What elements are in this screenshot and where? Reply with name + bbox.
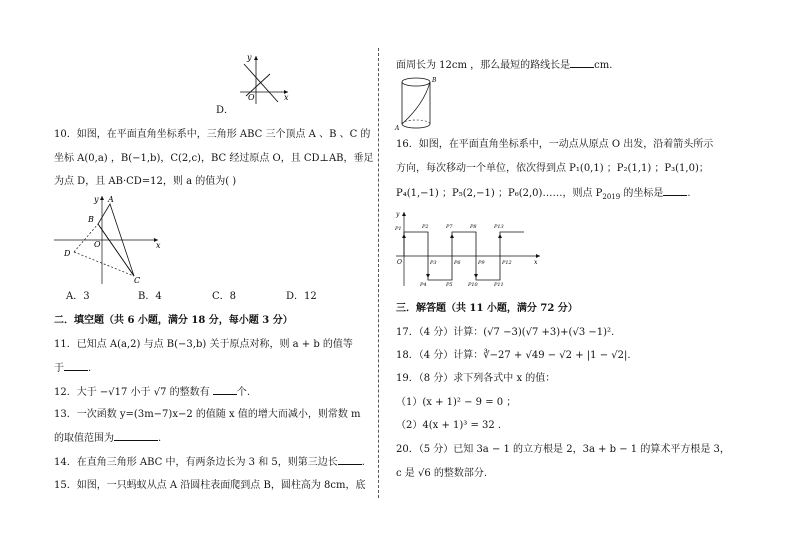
- q12-answer-blank: [213, 385, 237, 395]
- q15-line2-text: 面周长为 12cm ，那么最短的路线长是: [396, 60, 571, 71]
- right-column: [392, 0, 794, 550]
- q16-answer-blank: [663, 186, 687, 196]
- q13-answer-blank: [114, 431, 158, 441]
- spiral-path-figure: [394, 208, 544, 288]
- q10-line1: 10．如图，在平面直角坐标系中，三角形 ABC 三个顶点 A 、B 、C 的: [54, 129, 371, 140]
- q13-end: .: [158, 433, 162, 444]
- label-a: A: [108, 195, 114, 204]
- cylinder-figure: [394, 74, 442, 132]
- q14-line: [54, 455, 365, 470]
- q11-line2: [54, 361, 91, 376]
- column-divider: [378, 48, 379, 498]
- q18: 18．（4 分）计算：∛−27 + √49 − √2 + |1 − √2|.: [396, 350, 631, 361]
- q12-end: 个.: [236, 387, 251, 398]
- spiral-p8: P8: [470, 224, 477, 230]
- spiral-p10: P10: [468, 282, 478, 288]
- label-x: x: [156, 241, 161, 250]
- spiral-p4: P4: [420, 282, 427, 288]
- spiral-label-y: y: [396, 211, 400, 218]
- spiral-p1: P1: [395, 226, 402, 232]
- q11-line1: 11．已知点 A(a,2) 与点 B(−3,b) 关于原点对称，则 a + b 的值等: [54, 339, 353, 350]
- q19-part2: （2）4(x + 1)³ = 32 .: [396, 420, 502, 431]
- q14-answer-blank: [338, 455, 362, 465]
- q10-option-a: A．3: [66, 291, 90, 302]
- q10-option-b: B．4: [138, 291, 162, 302]
- q15-answer-blank: [570, 58, 594, 68]
- spiral-label-o: O: [397, 259, 402, 266]
- q12-line: [54, 385, 250, 400]
- spiral-p6: P6: [454, 260, 461, 266]
- q15-line1: 15．如图，一只蚂蚁从点 A 沿圆柱表面爬到点 B，圆柱高为 8cm，底: [54, 480, 366, 491]
- q11-line2-text: 于: [54, 363, 64, 374]
- label-o: O: [94, 240, 101, 249]
- q14-text: 14．在直角三角形 ABC 中，有两条边长为 3 和 5，则第三边长: [54, 457, 338, 468]
- label-b: B: [88, 215, 94, 224]
- q13-line1: 13．一次函数 y=(3m−7)x−2 的值随 x 值的增大而减小，则常数 m: [54, 409, 361, 420]
- q15-line2: [396, 58, 612, 73]
- spiral-p13: P13: [494, 224, 504, 230]
- q10-option-c: C．8: [212, 291, 237, 302]
- q19: 19．（8 分）求下列各式中 x 的值：: [396, 373, 556, 384]
- origin-label: O: [248, 93, 255, 102]
- option-d-graph: [236, 52, 292, 108]
- q20-line2: c 是 √6 的整数部分.: [396, 468, 488, 479]
- q13-line2: [54, 431, 161, 446]
- q19-part1: （1）(x + 1)² − 9 = 0 ；: [396, 397, 517, 408]
- section3-heading: 三．解答题（共 11 小题，满分 72 分）: [396, 303, 578, 314]
- cylinder-label-a: A: [395, 125, 400, 132]
- q11-end: .: [88, 363, 92, 374]
- q16-subscript: 2019: [602, 193, 621, 201]
- left-column: [0, 0, 384, 550]
- cylinder-label-b: B: [432, 77, 437, 84]
- q9-option-d: D．: [216, 105, 235, 116]
- q16-line3b: 的坐标是: [620, 188, 664, 199]
- spiral-p11: P11: [494, 282, 504, 288]
- spiral-p7: P7: [446, 224, 453, 230]
- label-y: y: [94, 195, 99, 204]
- q10-line2: 坐标 A(0,a) ，B(−1,b)，C(2,c)，BC 经过原点 O，且 CD⊥AB，垂足: [54, 153, 374, 164]
- q15-unit: cm.: [594, 60, 613, 71]
- q16-end: .: [687, 188, 691, 199]
- q16-line1: 16．如图，在平面直角坐标系中，一动点从原点 O 出发，沿着箭头所示: [396, 139, 714, 150]
- q11-answer-blank: [64, 361, 88, 371]
- label-d: D: [64, 249, 71, 258]
- spiral-p2: P2: [422, 224, 429, 230]
- axis-label-y: y: [247, 53, 252, 62]
- q20-line1: 20．（5 分）已知 3a − 1 的立方根是 2，3a + b − 1 的算术平方根是 3，: [396, 444, 730, 455]
- spiral-label-x: x: [534, 259, 538, 266]
- q12-text: 12．大于 −√17 小于 √7 的整数有: [54, 387, 210, 398]
- q10-line3: 为点 D，且 AB·CD=12，则 a 的值为( ): [54, 176, 237, 187]
- q17: 17．（4 分）计算：(√7 −3)(√7 +3)+(√3 −1)².: [396, 327, 615, 338]
- q16-line3: [396, 186, 691, 204]
- axis-label-x: x: [284, 93, 289, 102]
- section2-heading: 二．填空题（共 6 小题，满分 18 分，每小题 3 分）: [54, 315, 293, 326]
- q14-end: .: [361, 457, 365, 468]
- triangle-figure: [54, 194, 166, 286]
- q16-line3a: P₄(1,−1) ；P₅(2,−1) ；P₆(2,0)……，则点 P: [396, 188, 603, 199]
- q16-line2: 方向，每次移动一个单位，依次得到点 P₁(0,1) ；P₂(1,1) ；P₃(1,0)；: [396, 163, 709, 174]
- q13-line2-text: 的取值范围为: [54, 433, 114, 444]
- q10-option-d: D．12: [286, 291, 317, 302]
- spiral-p9: P9: [478, 260, 485, 266]
- spiral-p12: P12: [502, 260, 512, 266]
- spiral-p3: P3: [430, 260, 437, 266]
- label-c: C: [134, 276, 141, 285]
- spiral-p5: P5: [446, 282, 453, 288]
